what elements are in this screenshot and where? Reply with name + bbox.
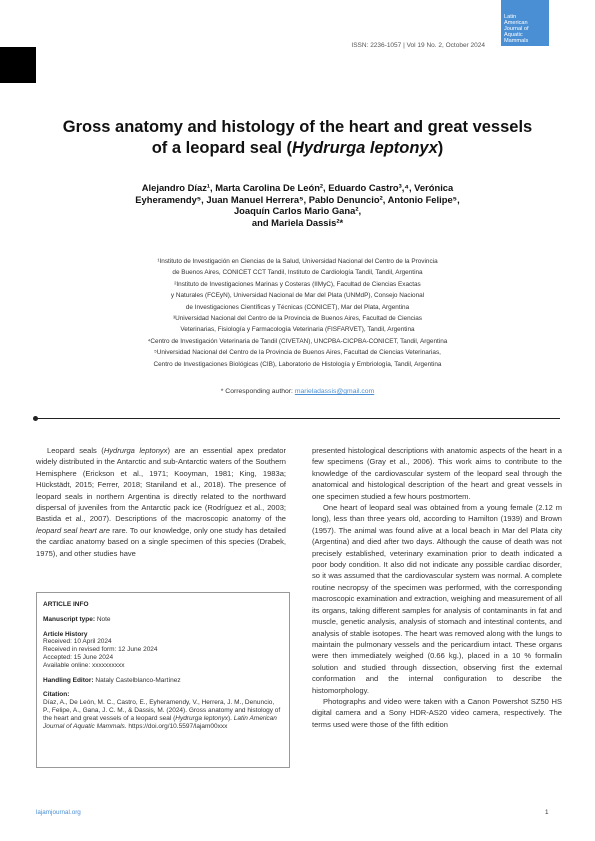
body-column-right (312, 445, 562, 730)
body-paragraph (36, 445, 286, 559)
journal-website-link[interactable]: lajamjournal.org (36, 809, 81, 816)
citation-doi[interactable]: . https://doi.org/10.5597/lajam00xxx (124, 722, 228, 730)
author-line: Joaquín Carlos Mario Gana², (233, 205, 362, 217)
author-line: Eyheramendy⁵, Juan Manuel Herrera⁵, Pablo Denuncio², Antonio Felipe⁵, (135, 193, 460, 205)
handling-editor-value: Nataly Castelblanco-Martínez (93, 676, 181, 684)
affiliation-line: Veterinarias, Fisiología y Farmacología Veterinaria (FISFARVET), Tandil, Argentina (180, 326, 415, 334)
manuscript-type-label: Manuscript type: (43, 615, 96, 623)
species-name: Hydrurga leptonyx (175, 714, 228, 722)
handling-editor (43, 677, 283, 685)
journal-logo-line: Latin (504, 14, 517, 20)
article-history-label: Article History (43, 630, 88, 638)
journal-name: Latin American Journal of Aquatic Mammals (43, 714, 277, 730)
body-column-left (36, 445, 286, 559)
text-run: Leopard seals ( (47, 446, 104, 455)
handling-editor-label: Handling Editor: (43, 676, 94, 684)
author-list (90, 182, 505, 228)
affiliation-line: ⁵Universidad Nacional del Centro de la Provincia de Buenos Aires, Facultad de Ciencias Veterinarias, (154, 349, 441, 357)
corresponding-label: * Corresponding author: (220, 388, 295, 395)
affiliation-line: Centro de Investigaciones Biológicas (CIB), Laboratorio de Histología y Embriología, Tandil, Argentina (153, 360, 442, 368)
body-paragraph: presented histological descriptions with anatomic aspects of the heart in a few specimens (Gray et al., 2006). This work aims to contribute to the knowledge of the cardiovascular system of the leopard seal through the anatomical and histological description of the heart and great vessels in one specimen studied a few hours postmortem. (312, 446, 562, 501)
text-run: ). (228, 714, 234, 722)
affiliation-line: de Buenos Aires, CONICET CCT Tandil, Instituto de Cardiología Tandil, Tandil, Argentina (172, 269, 423, 277)
history-entry: Accepted: 15 June 2024 (43, 653, 114, 661)
history-entry: Available online: xxxxxxxxxx (43, 661, 125, 669)
page-number: 1 (545, 809, 549, 816)
emphasis-text: leopard seal heart are (36, 525, 110, 535)
journal-logo-line: American (504, 20, 528, 26)
article-info-box (36, 592, 290, 768)
article-history (43, 631, 283, 670)
affiliation-line: ¹Instituto de Investigación en Ciencias de la Salud, Universidad Nacional del Centro de la Provincia (157, 258, 438, 265)
manuscript-type (43, 616, 283, 624)
author-line: and Mariela Dassis²* (251, 216, 344, 228)
history-entry: Received: 10 April 2024 (43, 638, 112, 646)
title-line-1: Gross anatomy and histology of the heart and great vessels (62, 118, 533, 136)
corresponding-email-link[interactable]: marieladassis@gmail.com (294, 388, 375, 395)
citation-label: Citation: (43, 691, 70, 699)
affiliation-line: ²Instituto de Investigaciones Marinas y Costeras (IIMyC), Facultad de Ciencias Exactas (174, 280, 421, 288)
author-line: Alejandro Díaz¹, Marta Carolina De León², Eduardo Castro³,⁴, Verónica (141, 182, 454, 193)
affiliation-line: ³Universidad Nacional del Centro de la Provincia de Buenos Aires, Facultad de Ciencias (172, 315, 422, 323)
text-run: Díaz, A., De León, M. C., Castro, E., Eyheramendy, V., Herrera, J. M., Denuncio, P., Felipe, A., Gana, J. C. M., & Dassis, M. (2024). Gross anatomy and histology of the heart and great vessels of a leopard seal ( (43, 699, 281, 722)
title-line-2-prefix: of a leopard seal ( (151, 139, 292, 157)
affiliations (60, 256, 535, 370)
issn-line: ISSN: 2236-1057 | Vol 19 No. 2, October 2024 (351, 42, 485, 49)
affiliation-line: ⁴Centro de Investigación Veterinaria de Tandil (CIVETAN), UNCPBA-CICPBA-CONICET, Tandil, Argentina (147, 337, 448, 345)
section-divider (36, 418, 560, 419)
journal-logo-line: Mammals (504, 38, 529, 44)
corner-block (0, 47, 36, 83)
history-entry: Received in revised form: 12 June 2024 (43, 646, 158, 654)
article-title (40, 117, 555, 159)
citation (43, 691, 283, 730)
affiliation-line: de Investigaciones Científicas y Técnicas (CONICET), Mar del Plata, Argentina (185, 303, 410, 311)
title-line-2-suffix: ) (437, 139, 444, 157)
text-run: ) are an essential apex predator widely distributed in the Antarctic and sub-Antarctic waters of the Southern Hemisphere (Erickson et al., 1971; Kooyman, 1981; King, 1983a; Hückstädt, 2015; Ferrer, 2018; Staniland et al., 2018). The presence of leopard seals in northern Argentina is directly related to the northward dispersal of juveniles from the Antarctic pack ice (Rodríguez et al., 2003; Bastida et al., 2007). Descriptions of the macroscopic anatomy of the (36, 446, 286, 524)
text-run: rare. To our knowledge, only one study has detailed the cardiac anatomy based on a single specimen of this species (Drabek, 1975), and other studies have (36, 525, 286, 558)
journal-logo-line: Journal of (504, 26, 529, 32)
species-name: Hydrurga leptonyx (103, 446, 168, 455)
journal-logo-line: Aquatic (504, 32, 523, 38)
title-species: Hydrurga leptonyx (292, 139, 438, 157)
corresponding-author (40, 388, 555, 395)
citation-text (43, 699, 283, 730)
body-paragraph: One heart of leopard seal was obtained from a young female (2.12 m long), less than three years old, according to Hamilton (1939) and Brown (1957). The animal was found alive at a local beach in Mar del Plata city (Argentina) and died after two days. Although the cause of death was not precisely established, veterinary examination prior to death indicated a poor body condition. It also did not indicate any possible cardiac disorder, so it was assumed that the cardiovascular system was normal. A complete routine necropsy of the specimen was performed, with the corresponding macroscopic examination and extraction, weighing and measurement of all its organs, taking different samples for analysis of contaminants in fat and muscle, genetic analysis, analysis of stomach and intestinal contents, and analysis of stable isotopes. The heart was removed along with the lungs to maintain the pulmonary vessels and the pericardium intact. These organs were then immediately weighed (0.66 kg.), placed in a 10 % formalin solution and studied through dissection, observing first the external conformation and the internal configuration to describe the histomorphology. (312, 503, 562, 695)
body-paragraph: Photographs and video were taken with a Canon Powershot SZ50 HS digital camera and a Sony HDR-AS20 video camera, respectively. The terms used were those of the fifth edition (312, 696, 562, 729)
journal-logo (501, 0, 549, 46)
article-info-heading: ARTICLE INFO (43, 601, 89, 608)
affiliation-line: y Naturales (FCEyN), Universidad Nacional de Mar del Plata (UNMdP), Consejo Nacional (170, 292, 425, 300)
manuscript-type-value: Note (95, 615, 111, 623)
